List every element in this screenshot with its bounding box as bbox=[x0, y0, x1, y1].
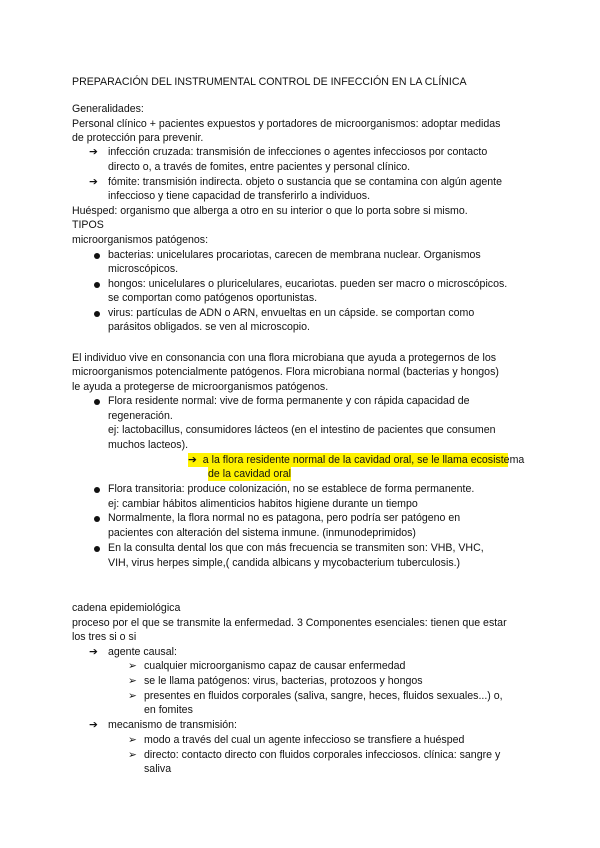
highlighted-text: de la cavidad oral bbox=[208, 468, 292, 480]
arrow-icon: ➔ bbox=[89, 146, 98, 158]
bullet-icon bbox=[94, 311, 100, 317]
arrow-icon: ➔ bbox=[89, 176, 98, 188]
list-item-text: fómite: transmisión indirecta. objeto o sustancia que se contamina con algún agente bbox=[108, 176, 502, 188]
flora-intro-line: microorganismos potencialmente patógenos. Flora microbiana normal (bacterias y hongos) bbox=[72, 366, 499, 378]
bullet-icon bbox=[94, 516, 100, 522]
bullet-icon bbox=[94, 282, 100, 288]
triangle-bullet-icon: ➢ bbox=[128, 690, 137, 702]
list-item-text: Flora residente normal: vive de forma permanente y con rápida capacidad de bbox=[108, 395, 470, 407]
list-item-text: infeccioso y tiene capacidad de transferirlo a individuos. bbox=[108, 190, 371, 202]
triangle-bullet-icon: ➢ bbox=[128, 660, 137, 672]
tipos-heading: TIPOS bbox=[72, 219, 104, 231]
triangle-bullet-icon: ➢ bbox=[128, 675, 137, 687]
list-item-text: bacterias: unicelulares procariotas, carecen de membrana nuclear. Organismos bbox=[108, 249, 481, 261]
list-item-text: saliva bbox=[144, 763, 172, 775]
list-item-text: directo: contacto directo con fluidos corporales infecciosos. clínica: sangre y bbox=[144, 749, 501, 761]
list-item-text: directo o, a través de fomites, entre pacientes y personal clínico. bbox=[108, 161, 411, 173]
highlighted-text: a la flora residente normal de la cavidad oral, se le llama ecosistema bbox=[202, 454, 525, 466]
list-item-text: regeneración. bbox=[108, 410, 173, 422]
arrow-icon: ➔ bbox=[89, 719, 98, 731]
highlighted-text-line bbox=[188, 453, 525, 467]
list-item-text: ej: lactobacillus, consumidores lácteos (en el intestino de pacientes que consumen bbox=[108, 424, 496, 436]
list-item-text: infección cruzada: transmisión de infecciones o agentes infecciosos por contacto bbox=[108, 146, 488, 158]
cadena-intro-line: los tres si o si bbox=[72, 631, 137, 643]
list-item-text: muchos lacteos). bbox=[108, 439, 189, 451]
arrow-icon: ➔ bbox=[89, 646, 98, 658]
triangle-bullet-icon: ➢ bbox=[128, 749, 137, 761]
bullet-icon bbox=[94, 487, 100, 493]
list-item-text: pacientes con alteración del sistema inmune. (inmunodeprimidos) bbox=[108, 527, 416, 539]
list-item-text: ej: cambiar hábitos alimenticios habitos higiene durante un tiempo bbox=[108, 498, 418, 510]
bullet-icon bbox=[94, 253, 100, 259]
mecanismo-heading: mecanismo de transmisión: bbox=[108, 719, 237, 731]
flora-intro-line: le ayuda a protegerse de microorganismos patógenos. bbox=[72, 381, 329, 393]
bullet-icon bbox=[94, 399, 100, 405]
list-item-text: se comportan como patógenos oportunistas. bbox=[108, 292, 318, 304]
microorganismos-heading: microorganismos patógenos: bbox=[72, 234, 209, 246]
list-item-text: En la consulta dental los que con más frecuencia se transmiten son: VHB, VHC, bbox=[108, 542, 484, 554]
list-item-text: presentes en fluidos corporales (saliva, sangre, heces, fluidos sexuales...) o, bbox=[144, 690, 503, 702]
flora-intro-line: El individuo vive en consonancia con una flora microbiana que ayuda a protegernos de los bbox=[72, 352, 497, 364]
triangle-bullet-icon: ➢ bbox=[128, 734, 137, 746]
generalidades-heading: Generalidades: bbox=[72, 103, 144, 115]
generalidades-intro-line: de protección para prevenir. bbox=[72, 132, 204, 144]
bullet-icon bbox=[94, 546, 100, 552]
cadena-intro-line: proceso por el que se transmite la enfermedad. 3 Componentes esenciales: tienen que estar bbox=[72, 617, 507, 629]
list-item-text: virus: partículas de ADN o ARN, envueltas en un cápside. se comportan como bbox=[108, 307, 475, 319]
list-item-text: modo a través del cual un agente infeccioso se transfiere a huésped bbox=[144, 734, 465, 746]
list-item-text: hongos: unicelulares o pluricelulares, eucariotas. pueden ser macro o microscópicos. bbox=[108, 278, 508, 290]
cadena-heading: cadena epidemiológica bbox=[72, 602, 181, 614]
agente-heading: agente causal: bbox=[108, 646, 177, 658]
document-title: PREPARACIÓN DEL INSTRUMENTAL CONTROL DE INFECCIÓN EN LA CLÍNICA bbox=[72, 76, 467, 88]
arrow-icon: ➔ bbox=[188, 454, 197, 466]
list-item-text: parásitos obligados. se ven al microscopio. bbox=[108, 321, 310, 333]
list-item-text: VIH, virus herpes simple,( candida albicans y mycobacterium tuberculosis.) bbox=[108, 557, 461, 569]
list-item-text: Flora transitoria: produce colonización, no se establece de forma permanente. bbox=[108, 483, 475, 495]
list-item-text: microscópicos. bbox=[108, 263, 179, 275]
list-item-text: en fomites bbox=[144, 704, 193, 716]
list-item-text: se le llama patógenos: virus, bacterias, protozoos y hongos bbox=[144, 675, 423, 687]
list-item-text: Normalmente, la flora normal no es patagona, pero podría ser patógeno en bbox=[108, 512, 461, 524]
generalidades-intro-line: Personal clínico + pacientes expuestos y portadores de microorganismos: adoptar medidas bbox=[72, 118, 501, 130]
list-item-text: cualquier microorganismo capaz de causar enfermedad bbox=[144, 660, 406, 672]
huesped-definition: Huésped: organismo que alberga a otro en su interior o que lo porta sobre si mismo. bbox=[72, 205, 468, 217]
